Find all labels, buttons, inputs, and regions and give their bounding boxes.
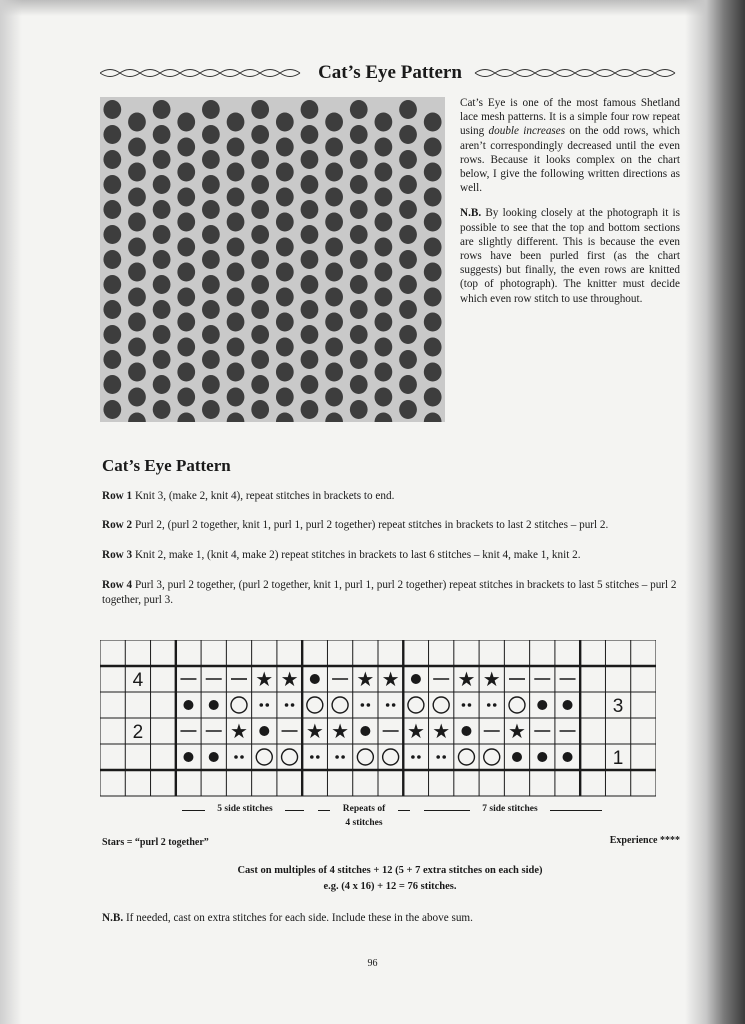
lace-hole: [177, 288, 195, 307]
lace-hole: [128, 263, 146, 282]
lace-hole: [177, 188, 195, 207]
section-title: Cat’s Eye Pattern: [102, 456, 231, 475]
lace-hole: [251, 400, 269, 419]
filled-dot-symbol: [360, 726, 370, 736]
repeat-label-1: Repeats of: [330, 804, 398, 814]
lace-hole: [424, 313, 442, 332]
intro-paragraph: Cat’s Eye is one of the most famous Shetland lace mesh patterns. It is a simple four row repeat using double increases on the odd rows, which aren’t correspondingly decreased until the even rows. Because it looks complex on the chart below, I give the following written directions as well.: [460, 97, 680, 195]
experience-rating: Experience ****: [609, 835, 680, 846]
purl-2-together-symbol: ★: [230, 719, 248, 743]
lace-hole: [251, 325, 269, 344]
filled-dot-symbol: [259, 726, 269, 736]
lace-hole: [276, 263, 294, 282]
filled-dot-symbol: [183, 700, 193, 710]
purl-2-together-symbol: ★: [508, 719, 526, 743]
lace-hole: [399, 125, 417, 144]
filled-dot-symbol: [411, 674, 421, 684]
lace-hole: [375, 288, 393, 307]
purl-2-together-symbol: ★: [482, 667, 501, 691]
filled-dot-symbol: [563, 752, 573, 762]
lace-hole: [325, 388, 343, 407]
lace-hole: [350, 275, 368, 294]
lace-hole: [350, 125, 368, 144]
filled-dot-symbol: [461, 726, 471, 736]
lace-hole: [103, 350, 121, 369]
lace-hole: [350, 225, 368, 244]
purl-2-together-symbol: ★: [432, 719, 451, 743]
purl-2-together-symbol: ★: [331, 719, 350, 743]
lace-hole: [153, 350, 171, 369]
bottom-note: N.B. If needed, cast on extra stitches for each side. Include these in the above sum.: [102, 912, 473, 924]
lace-hole: [128, 338, 146, 357]
lace-hole: [325, 138, 343, 157]
lace-hole: [399, 175, 417, 194]
lace-hole: [424, 388, 442, 407]
lace-hole: [325, 263, 343, 282]
lace-hole: [399, 375, 417, 394]
lace-hole: [276, 338, 294, 357]
lace-hole: [227, 138, 245, 157]
lace-hole: [153, 225, 171, 244]
lace-hole: [301, 325, 319, 344]
filled-dot-symbol: [183, 752, 193, 762]
lace-hole: [202, 150, 220, 169]
lace-hole: [128, 188, 146, 207]
lace-hole: [251, 250, 269, 269]
lace-hole: [202, 125, 220, 144]
lace-hole: [202, 225, 220, 244]
lace-hole: [177, 313, 195, 332]
filled-dot-symbol: [537, 752, 547, 762]
lace-hole: [375, 238, 393, 257]
title-row: [100, 60, 680, 88]
purl-2-together-symbol: ★: [255, 667, 274, 691]
lace-hole: [375, 213, 393, 232]
lace-hole: [202, 100, 220, 119]
lace-hole: [153, 200, 171, 219]
lace-hole: [399, 350, 417, 369]
lace-hole: [128, 363, 146, 382]
lace-hole: [251, 125, 269, 144]
lace-hole: [103, 175, 121, 194]
intro-note: N.B. By looking closely at the photograph it is possible to see that the top and bottom sections are slightly different. This is because the even rows have been purled first (as the chart suggests) but finally, the even rows are knitted (top of photograph). The knitter must decide which even row stitch to use throughout.: [460, 207, 680, 305]
lace-hole: [325, 313, 343, 332]
lace-hole: [227, 313, 245, 332]
lace-hole: [227, 163, 245, 182]
lace-hole: [251, 225, 269, 244]
purl-2-together-symbol: ★: [356, 667, 375, 691]
chart-row-number: 2: [132, 722, 144, 743]
page-top-shadow: [0, 0, 745, 16]
lace-hole: [103, 225, 121, 244]
lace-hole: [399, 275, 417, 294]
lace-hole: [103, 300, 121, 319]
lace-hole: [153, 100, 171, 119]
lace-hole: [202, 250, 220, 269]
lace-hole: [350, 300, 368, 319]
lace-hole: [424, 163, 442, 182]
lace-hole: [103, 100, 121, 119]
lace-hole: [276, 138, 294, 157]
lace-hole: [177, 213, 195, 232]
lace-hole: [375, 313, 393, 332]
lace-hole: [153, 275, 171, 294]
lace-hole: [227, 338, 245, 357]
lace-hole: [177, 163, 195, 182]
purl-2-together-symbol: ★: [305, 719, 324, 743]
lace-hole: [301, 400, 319, 419]
lace-hole: [177, 263, 195, 282]
lace-hole: [276, 113, 294, 132]
lace-hole: [325, 163, 343, 182]
lace-hole: [103, 375, 121, 394]
lace-hole: [153, 375, 171, 394]
lace-hole: [202, 175, 220, 194]
instruction-row-4: Row 4 Purl 3, purl 2 together, (purl 2 together, knit 1, purl 1, purl 2 together) repeat stitches in brackets to last 5 stitches – purl 2 together, purl 3.: [102, 579, 677, 606]
lace-hole: [103, 325, 121, 344]
lace-hole: [128, 213, 146, 232]
lace-hole: [251, 300, 269, 319]
lace-hole: [325, 188, 343, 207]
lace-hole: [301, 100, 319, 119]
repeat-label-2: 4 stitches: [345, 818, 383, 828]
lace-hole: [128, 238, 146, 257]
lace-hole: [276, 213, 294, 232]
lace-hole: [202, 350, 220, 369]
intro-text: [460, 96, 680, 317]
lace-hole: [424, 263, 442, 282]
lace-hole: [325, 338, 343, 357]
page-left-edge: [0, 0, 22, 1024]
lace-hole: [399, 150, 417, 169]
lace-hole: [202, 275, 220, 294]
filled-dot-symbol: [209, 752, 219, 762]
lace-hole: [177, 238, 195, 257]
lace-hole: [301, 200, 319, 219]
lace-hole: [325, 238, 343, 257]
lace-hole: [301, 150, 319, 169]
lace-hole: [227, 113, 245, 132]
lace-hole: [128, 163, 146, 182]
lace-hole: [375, 113, 393, 132]
filled-dot-symbol: [537, 700, 547, 710]
lace-hole: [227, 263, 245, 282]
lace-hole: [251, 275, 269, 294]
lace-hole: [375, 138, 393, 157]
lace-hole: [128, 388, 146, 407]
lace-hole: [375, 263, 393, 282]
side-stitches-left-label: 5 side stitches: [205, 804, 285, 814]
filled-dot-symbol: [512, 752, 522, 762]
lace-hole: [301, 225, 319, 244]
lace-hole: [399, 100, 417, 119]
side-stitches-right-label: 7 side stitches: [470, 804, 550, 814]
lace-hole: [103, 250, 121, 269]
lace-hole: [399, 250, 417, 269]
chart-row-number: 4: [132, 670, 144, 691]
knitting-chart: [100, 640, 656, 805]
lace-hole: [424, 113, 442, 132]
purl-2-together-symbol: ★: [381, 667, 400, 691]
lace-hole: [103, 125, 121, 144]
lace-hole: [202, 200, 220, 219]
stars-note: Stars = “purl 2 together”: [102, 837, 209, 848]
lace-hole: [227, 238, 245, 257]
lace-hole: [227, 363, 245, 382]
lace-hole: [128, 313, 146, 332]
lace-hole: [153, 250, 171, 269]
lace-hole: [301, 300, 319, 319]
lace-hole: [424, 213, 442, 232]
lace-hole: [251, 200, 269, 219]
lace-hole: [399, 400, 417, 419]
lace-photo-image: [100, 97, 445, 422]
lace-hole: [325, 213, 343, 232]
page-title: Cat’s Eye Pattern: [100, 60, 680, 86]
lace-hole: [177, 338, 195, 357]
lace-hole: [103, 400, 121, 419]
filled-dot-symbol: [209, 700, 219, 710]
lace-hole: [424, 338, 442, 357]
lace-hole: [424, 188, 442, 207]
lace-hole: [153, 400, 171, 419]
lace-hole: [424, 238, 442, 257]
lace-hole: [153, 300, 171, 319]
chart-row-number: 1: [612, 748, 624, 769]
lace-hole: [227, 188, 245, 207]
purl-2-together-symbol: ★: [280, 667, 299, 691]
lace-hole: [301, 375, 319, 394]
lace-hole: [153, 150, 171, 169]
lace-hole: [301, 125, 319, 144]
lace-photograph: [100, 97, 445, 422]
lace-hole: [276, 388, 294, 407]
chart-row-number: 3: [612, 696, 624, 717]
lace-hole: [251, 175, 269, 194]
lace-hole: [128, 288, 146, 307]
lace-hole: [301, 275, 319, 294]
lace-hole: [350, 250, 368, 269]
lace-hole: [227, 288, 245, 307]
lace-hole: [251, 375, 269, 394]
lace-hole: [301, 350, 319, 369]
lace-hole: [177, 388, 195, 407]
instruction-row-1: Row 1 Knit 3, (make 2, knit 4), repeat stitches in brackets to end.: [102, 490, 395, 502]
cast-on-line-2: e.g. (4 x 16) + 12 = 76 stitches.: [323, 881, 457, 892]
lace-hole: [276, 313, 294, 332]
page-number: 96: [367, 958, 378, 969]
lace-hole: [399, 325, 417, 344]
book-spine-shadow: [685, 0, 745, 1024]
lace-hole: [128, 138, 146, 157]
lace-hole: [350, 150, 368, 169]
instruction-row-2: Row 2 Purl 2, (purl 2 together, knit 1, purl 1, purl 2 together) repeat stitches in brackets to last 2 stitches – purl 2.: [102, 519, 609, 531]
lace-hole: [103, 275, 121, 294]
lace-hole: [276, 163, 294, 182]
lace-hole: [375, 338, 393, 357]
lace-hole: [325, 363, 343, 382]
filled-dot-symbol: [563, 700, 573, 710]
lace-hole: [227, 213, 245, 232]
lace-hole: [375, 163, 393, 182]
lace-hole: [350, 200, 368, 219]
lace-hole: [103, 150, 121, 169]
lace-hole: [399, 225, 417, 244]
lace-hole: [177, 113, 195, 132]
lace-hole: [424, 288, 442, 307]
lace-hole: [424, 138, 442, 157]
lace-hole: [399, 300, 417, 319]
lace-hole: [276, 188, 294, 207]
lace-hole: [301, 250, 319, 269]
lace-hole: [276, 288, 294, 307]
lace-hole: [153, 325, 171, 344]
lace-hole: [202, 375, 220, 394]
lace-hole: [103, 200, 121, 219]
purl-2-together-symbol: ★: [457, 667, 476, 691]
lace-hole: [424, 363, 442, 382]
lace-hole: [202, 400, 220, 419]
lace-hole: [202, 325, 220, 344]
lace-hole: [276, 238, 294, 257]
lace-hole: [251, 150, 269, 169]
lace-hole: [350, 375, 368, 394]
lace-hole: [350, 325, 368, 344]
cast-on-line-1: Cast on multiples of 4 stitches + 12 (5 + 7 extra stitches on each side): [237, 865, 543, 876]
purl-2-together-symbol: ★: [406, 719, 425, 743]
lace-hole: [301, 175, 319, 194]
lace-hole: [325, 288, 343, 307]
lace-hole: [325, 113, 343, 132]
lace-hole: [350, 175, 368, 194]
lace-hole: [227, 388, 245, 407]
lace-hole: [350, 400, 368, 419]
filled-dot-symbol: [310, 674, 320, 684]
cast-on-note: [100, 863, 680, 895]
lace-hole: [375, 388, 393, 407]
lace-hole: [251, 100, 269, 119]
lace-hole: [153, 175, 171, 194]
lace-hole: [375, 188, 393, 207]
lace-hole: [350, 350, 368, 369]
lace-hole: [350, 100, 368, 119]
lace-hole: [128, 113, 146, 132]
lace-hole: [177, 363, 195, 382]
lace-hole: [399, 200, 417, 219]
lace-hole: [202, 300, 220, 319]
lace-hole: [177, 138, 195, 157]
lace-hole: [153, 125, 171, 144]
lace-hole: [276, 363, 294, 382]
instruction-row-3: Row 3 Knit 2, make 1, (knit 4, make 2) repeat stitches in brackets to last 6 stitches – knit 4, make 1, knit 2.: [102, 549, 581, 561]
lace-hole: [375, 363, 393, 382]
lace-hole: [251, 350, 269, 369]
